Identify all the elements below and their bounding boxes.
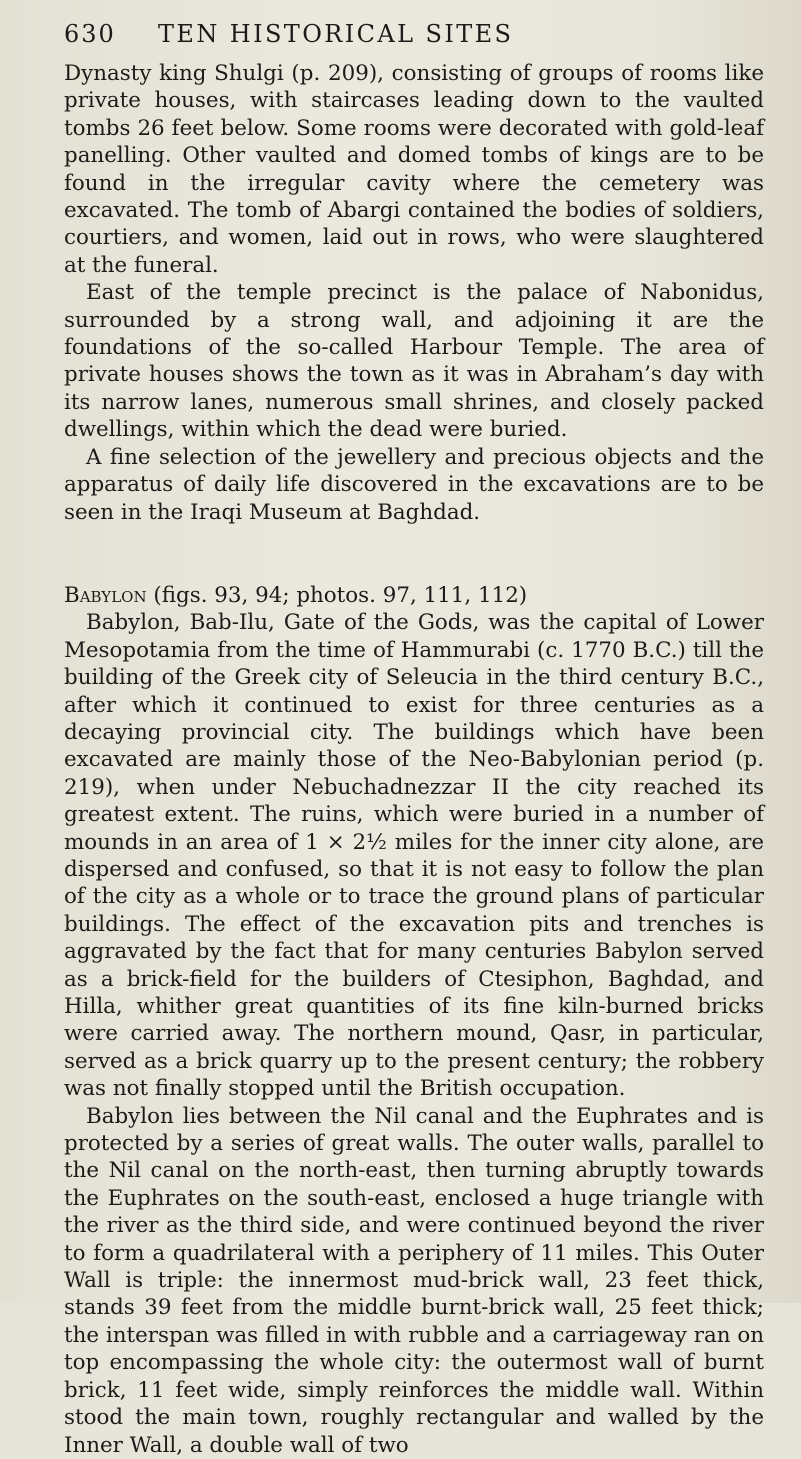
paragraph-iraqi-museum: A fine selection of the jewellery and precious objects and the apparatus of daily life discovered in the excavations are to be seen in the Iraqi Museum at Baghdad. (64, 444, 764, 525)
running-title: TEN HISTORICAL SITES (158, 20, 514, 48)
paragraph-shulgi-tombs: Dynasty king Shulgi (p. 209), consisting of groups of rooms like private houses, with staircases leading down to the vaulted tombs 26 feet below. Some rooms were decorated with gold-leaf panelling. Other vaulted and domed tombs of kings are to be found in the irregular cavity where the cemetery was excavated. The tomb of Abargi contained the bodies of soldiers, courtiers, and women, laid out in rows, who were slaughtered at the funeral. (64, 61, 764, 278)
paragraph-babylon-walls: Babylon lies between the Nil canal and the Euphrates and is protected by a series of great walls. The outer walls, parallel to the Nil canal on the north-east, then turning abruptly towards the Euphrates on the south-east, enclosed a huge triangle with the river as the third side, and were continued beyond the river to form a quadrilateral with a periphery of 11 miles. This Outer Wall is triple: the innermost mud-brick wall, 23 feet thick, stands 39 feet from the middle burnt-brick wall, 25 feet thick; the interspan was filled in with rubble and a carriageway ran on top encompassing the whole city: the outermost wall of burnt brick, 11 feet wide, simply reinforces the middle wall. Within stood the main town, roughly rectangular and walled by the Inner Wall, a double wall of two (64, 1103, 764, 1458)
body-text (64, 60, 764, 1459)
page-number: 630 (64, 20, 116, 48)
section-heading-babylon (64, 582, 764, 609)
page-header (64, 20, 764, 56)
section-heading-name: Babylon (64, 582, 147, 608)
paragraph-babylon-history: Babylon, Bab-Ilu, Gate of the Gods, was the capital of Lower Mesopotamia from the time of Hammurabi (c. 1770 B.C.) till the building of the Greek city of Seleucia in the third century B.C., after which it continued to exist for three centuries as a decaying provincial city. The buildings which have been excavated are mainly those of the Neo-Babylonian period (p. 219), when under Nebuchadnezzar II the city reached its greatest extent. The ruins, which were buried in a number of mounds in an area of 1 × 2½ miles for the inner city alone, are dispersed and confused, so that it is not easy to follow the plan of the city as a whole or to trace the ground plans of particular buildings. The effect of the excavation pits and trenches is aggravated by the fact that for many centuries Babylon served as a brick-field for the builders of Ctesiphon, Baghdad, and Hilla, whither great quantities of its fine kiln-burned bricks were carried away. The northern mound, Qasr, in particular, served as a brick quarry up to the present century; the robbery was not finally stopped until the British occupation. (64, 610, 764, 1102)
paragraph-nabonidus-palace: East of the temple precinct is the palace of Nabonidus, surrounded by a strong wall, and adjoining it are the foundations of the so-called Harbour Temple. The area of private houses shows the town as it was in Abraham’s day with its narrow lanes, numerous small shrines, and closely packed dwellings, within which the dead were buried. (64, 280, 764, 443)
section-heading-refs: (figs. 93, 94; photos. 97, 111, 112) (146, 582, 528, 608)
